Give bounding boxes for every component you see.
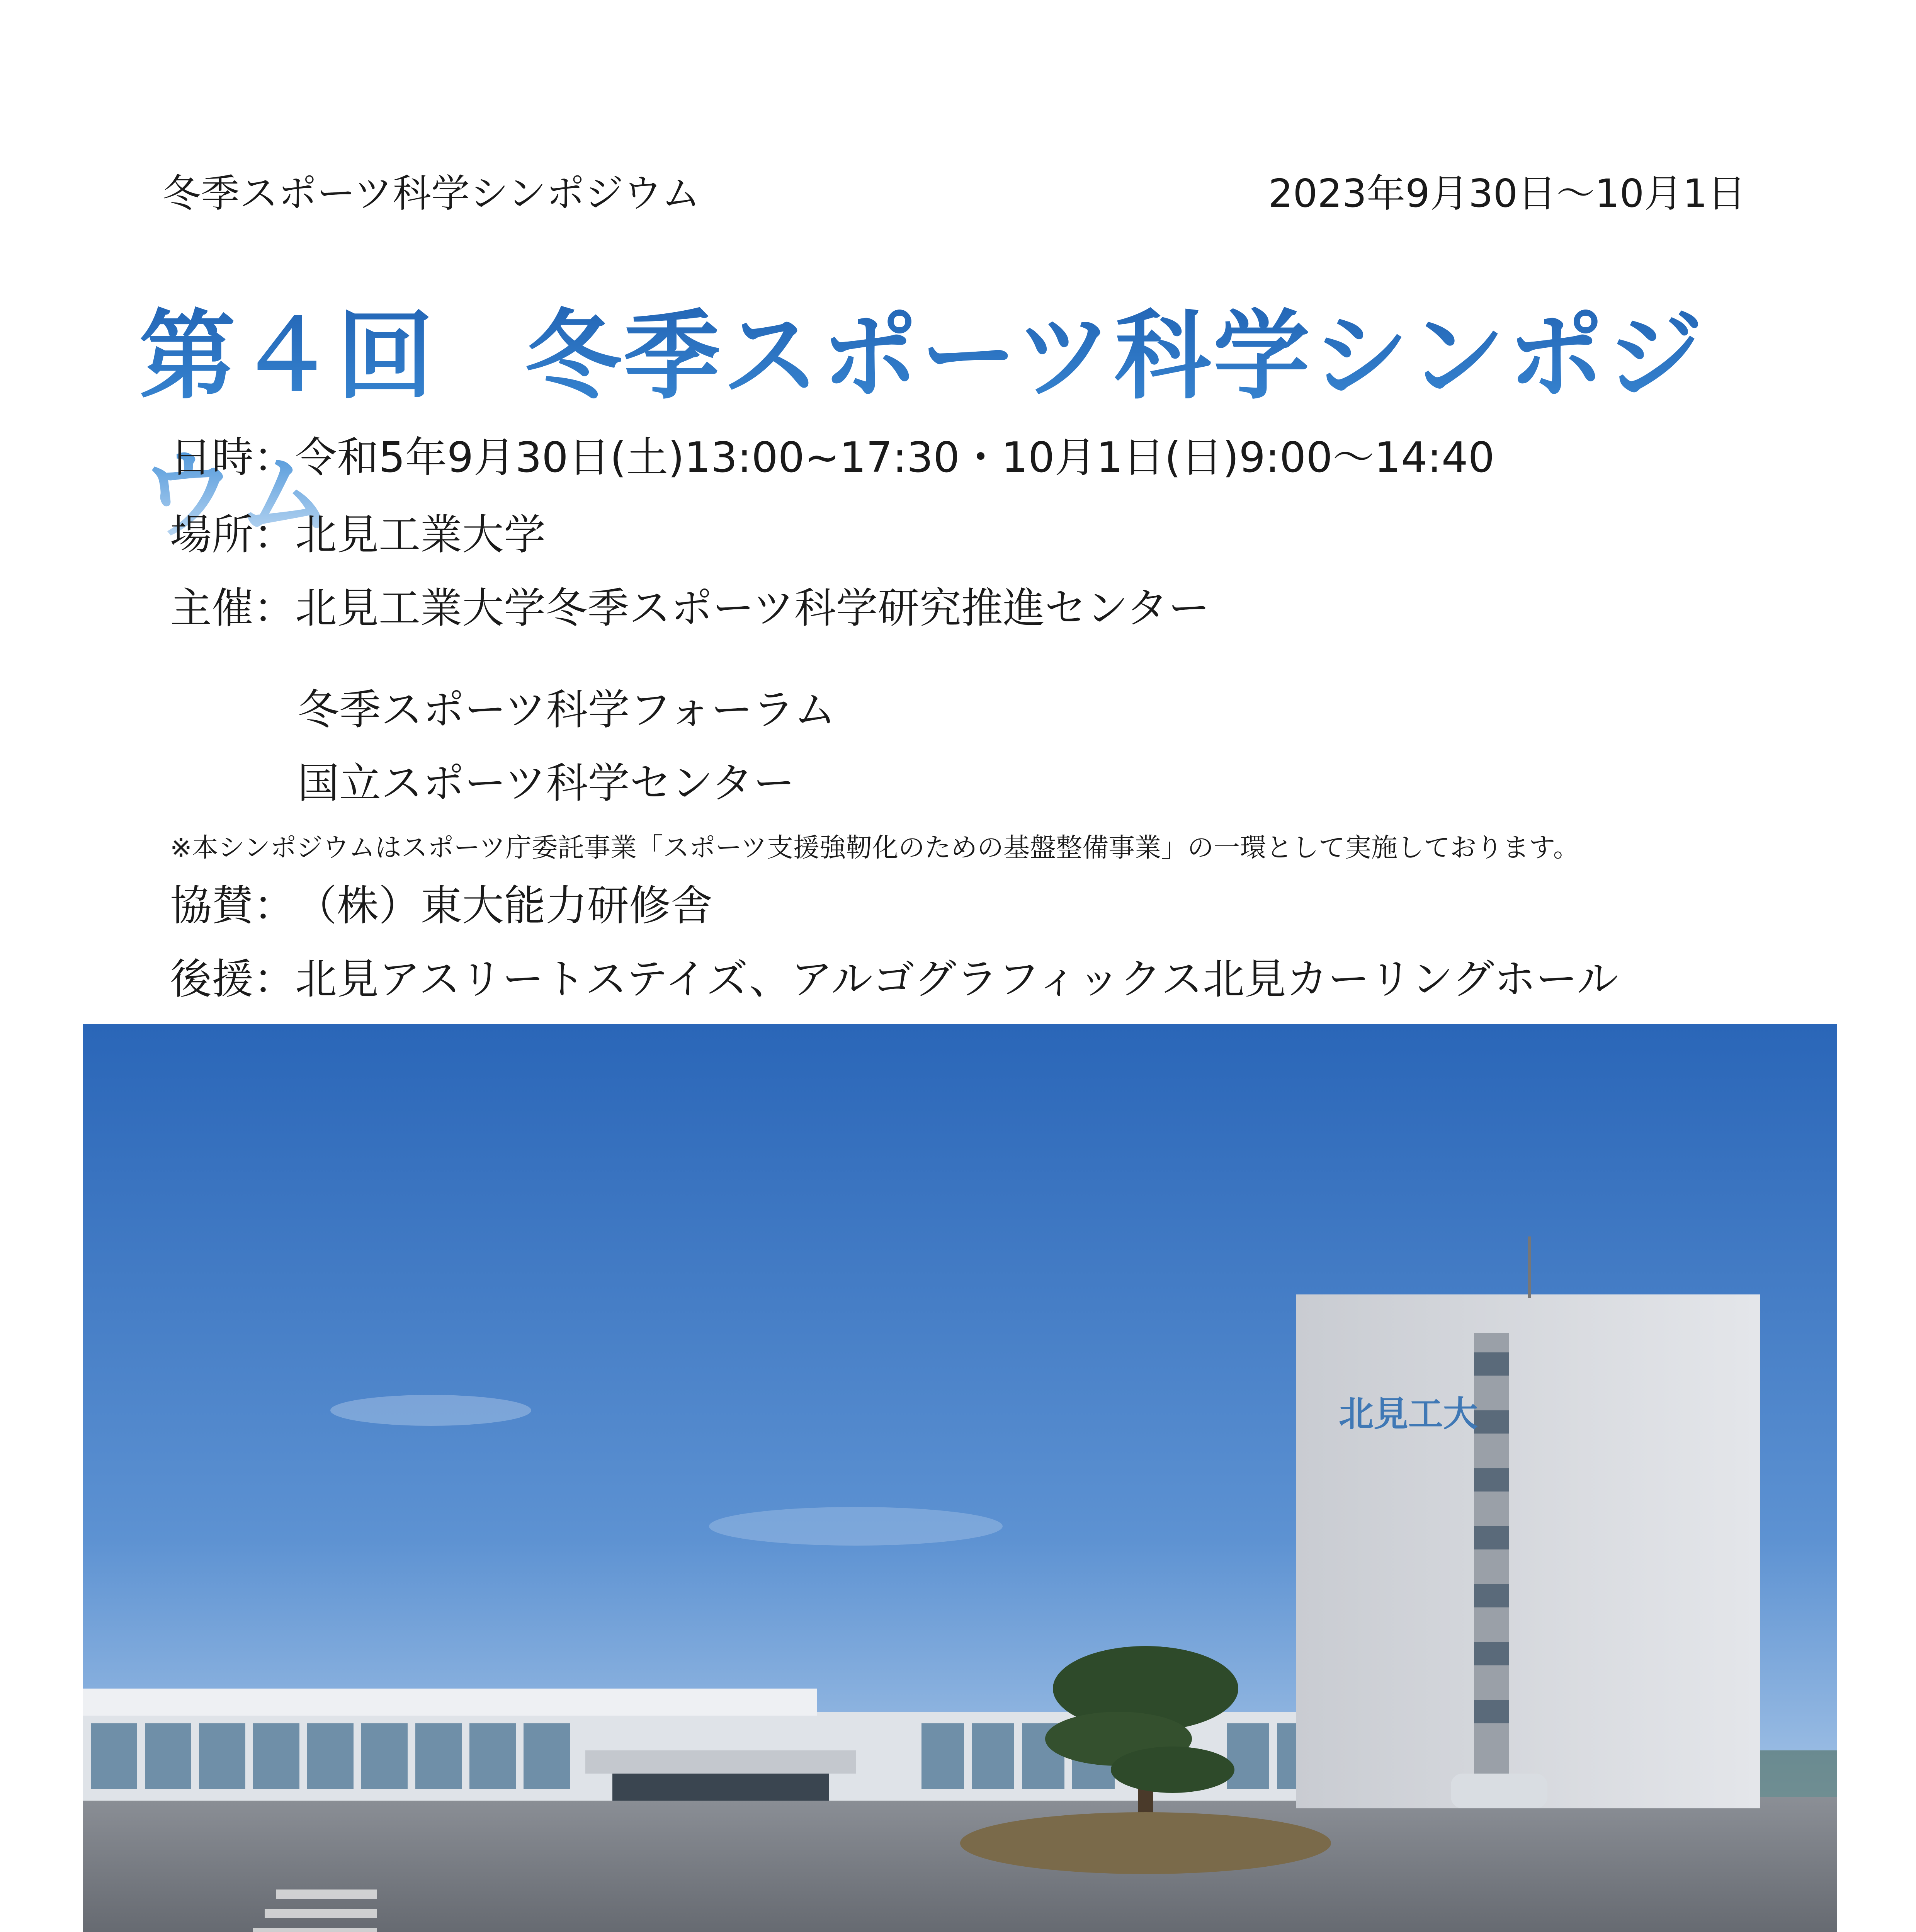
info-sponsor — [170, 881, 712, 931]
info-datetime — [170, 433, 1494, 483]
datetime-value: 令和5年9月30日(土)13:00~17:30・10月1日(日)9:00～14:40 — [295, 434, 1495, 482]
organizer-2: 冬季スポーツ科学フォーラム — [298, 686, 836, 734]
venue-value: 北見工業大学 — [295, 511, 546, 559]
info-organizer — [170, 583, 1210, 634]
organizer-value: 北見工業大学冬季スポーツ科学研究推進センター — [295, 584, 1210, 633]
sponsor-value: （株）東大能力研修舎 — [295, 882, 713, 930]
info-support — [170, 954, 1618, 1005]
organizer-label: 主催： — [170, 584, 296, 633]
support-label: 後援： — [170, 955, 296, 1003]
support-value: 北見アスリートステイズ、アルゴグラフィックス北見カーリングホール — [295, 955, 1618, 1003]
sponsor-label: 協賛： — [170, 882, 296, 930]
header-event-name: 冬季スポーツ科学シンポジウム — [162, 171, 700, 216]
organizer-3: 国立スポーツ科学センター — [298, 759, 795, 808]
info-venue — [170, 510, 546, 560]
campus-photo — [83, 1024, 1837, 1932]
venue-label: 場所： — [170, 511, 296, 559]
title-name: 冬季スポーツ科学シンポジウム — [139, 300, 1705, 551]
title-edition: 第４回 — [139, 300, 436, 412]
header-date: 2023年9月30日～10月1日 — [1268, 171, 1746, 216]
datetime-label: 日時： — [170, 434, 296, 482]
building-sign: 北見工大 — [1339, 1394, 1478, 1434]
commission-note: ※本シンポジウムはスポーツ庁委託事業「スポーツ支援強靭化のための基盤整備事業」の一環として実施しております。 — [170, 833, 1579, 863]
